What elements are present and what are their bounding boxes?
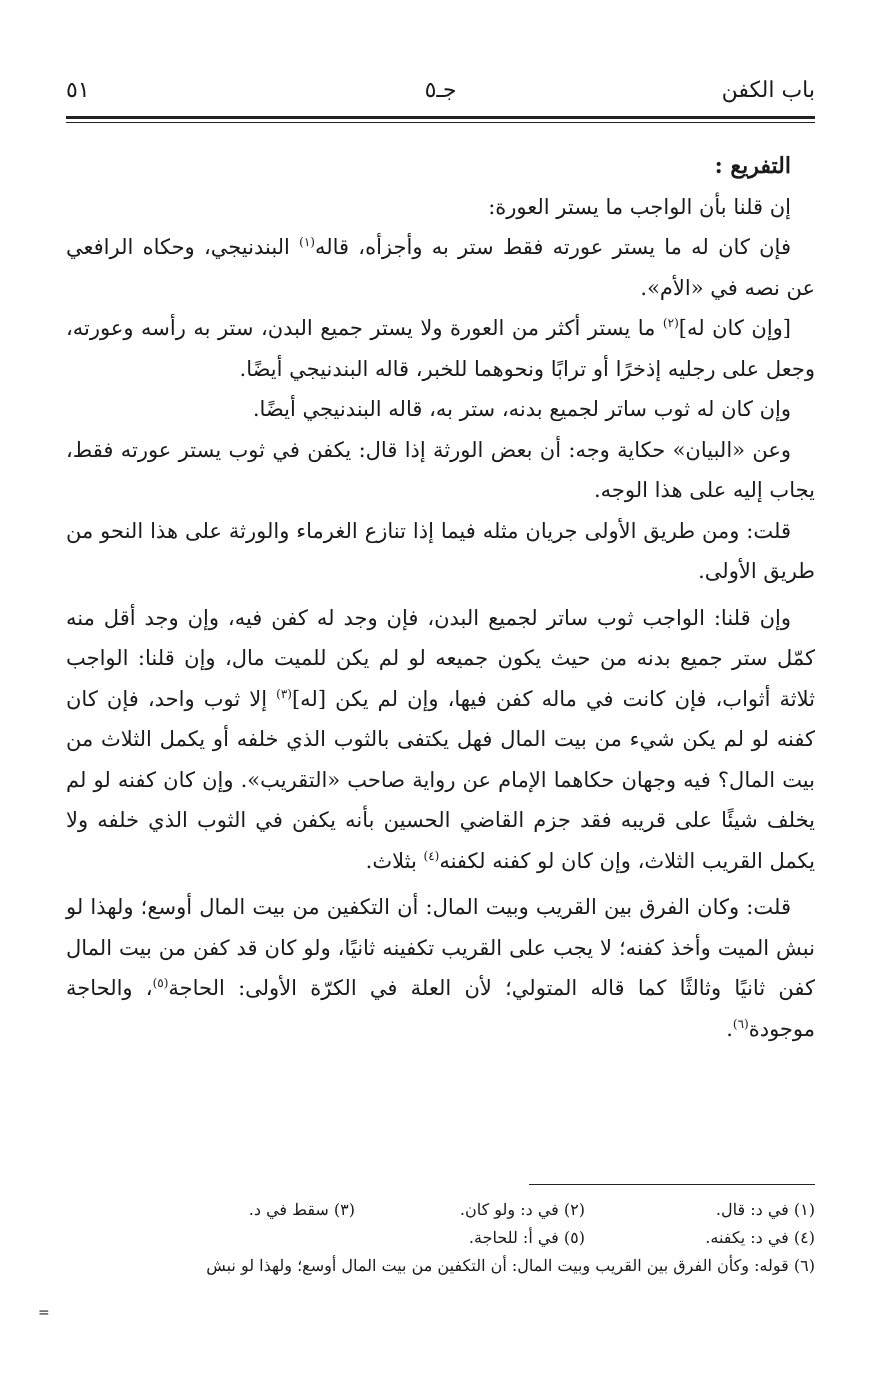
paragraph-7: وإن قلنا: الواجب ثوب ساتر لجميع البدن، فإن وجد له كفن فيه، وإن وجد أقل منه كمّل ستر جميع بدنه من حيث يكون جميعه لو لم يكن للميت مال، وإن قلنا: الواجب ثلاثة أثواب، فإن كانت في ماله كفن فيها، وإن لم يكن [له]$^{(٣)}$ إلا ثوب واحد، فإن كان كفنه لو لم يكن شيء من بيت المال فهل يكتفى بالثوب الذي خلفه أو يكمل الثلاث من بيت المال؟ فيه وجهان حكاهما الإمام عن رواية صاحب «التقريب». وإن كان كفنه لو لم يخلف شيئًا على قريبه فقد جزم القاضي الحسين بأنه يكفن في الثوب الذي خلفه ولا يكمل القريب الثلاث، وإن كان لو كفنه لكفنه$^{(٤)}$ بثلاث.	[66, 605, 815, 873]
paragraph-3: [وإن كان له]$^{(٢)}$ ما يستر أكثر من العورة ولا يستر جميع البدن، ستر به رأسه وعورته، وجعل على رجليه إذخرًا أو ترابًا ونحوهما للخبر، قاله البندنيجي أيضًا.	[66, 316, 815, 381]
paragraph-2: فإن كان له ما يستر عورته فقط ستر به وأجزأه، قاله$^{(١)}$ البندنيجي، وحكاه الرافعي عن نصه في «الأم».	[66, 235, 815, 300]
page-number: ٥١	[66, 78, 90, 103]
section-heading: التفريع :	[714, 153, 791, 179]
footnote-ref: (٤)	[423, 848, 440, 863]
volume-label: جـ٥	[424, 78, 457, 103]
footnote-ref: (٢)	[662, 316, 679, 330]
footnote-3: (٣) سقط في د.	[248, 1200, 355, 1219]
footnote-4: (٤) في د: يكفنه.	[705, 1228, 815, 1247]
running-header	[66, 78, 815, 114]
main-text	[66, 146, 815, 1049]
paragraph-4: وإن كان له ثوب ساتر لجميع بدنه، ستر به، قاله البندنيجي أيضًا.	[252, 397, 791, 421]
chapter-title: باب الكفن	[721, 78, 815, 103]
continuation-mark: =	[38, 1305, 50, 1321]
footnote-6: (٦) قوله: وكأن الفرق بين القريب وبيت المال: أن التكفين من بيت المال أوسع؛ ولهذا لو نبش	[206, 1256, 815, 1275]
footnote-ref: (٣)	[276, 686, 292, 701]
header-rule-thick	[66, 116, 815, 119]
header-rule-thin	[66, 122, 815, 123]
footnote-rule	[529, 1184, 815, 1185]
footnote-ref: (٦)	[732, 1016, 749, 1031]
footnote-1: (١) في د: قال.	[715, 1200, 815, 1219]
paragraph-5: وعن «البيان» حكاية وجه: أن بعض الورثة إذا قال: يكفن في ثوب يستر عورته فقط، يجاب إليه على هذا الوجه.	[66, 437, 815, 502]
footnote-row	[66, 1224, 815, 1252]
paragraph-1: إن قلنا بأن الواجب ما يستر العورة:	[488, 194, 791, 219]
paragraph-6: قلت: ومن طريق الأولى جريان مثله فيما إذا تنازع الغرماء والورثة على هذا النحو من طريق الأولى.	[66, 518, 815, 583]
footnote-2: (٢) في د: ولو كان.	[459, 1200, 585, 1219]
footnote-row	[66, 1196, 815, 1224]
footnotes	[66, 1196, 815, 1280]
paragraph-8: قلت: وكان الفرق بين القريب وبيت المال: أن التكفين من بيت المال أوسع؛ ولهذا لو نبش الميت وأخذ كفنه؛ لا يجب على القريب تكفينه ثانيًا، ولو كان قد كفن من بيت المال كفن ثانيًا وثالثًا كما قاله المتولي؛ لأن العلة في الكرّة الأولى: الحاجة$^{(٥)}$، والحاجة موجودة$^{(٦)}$.	[66, 895, 816, 1041]
footnote-5: (٥) في أ: للحاجة.	[468, 1228, 585, 1247]
footnote-ref: (٥)	[152, 976, 169, 990]
footnote-ref: (١)	[299, 235, 315, 249]
